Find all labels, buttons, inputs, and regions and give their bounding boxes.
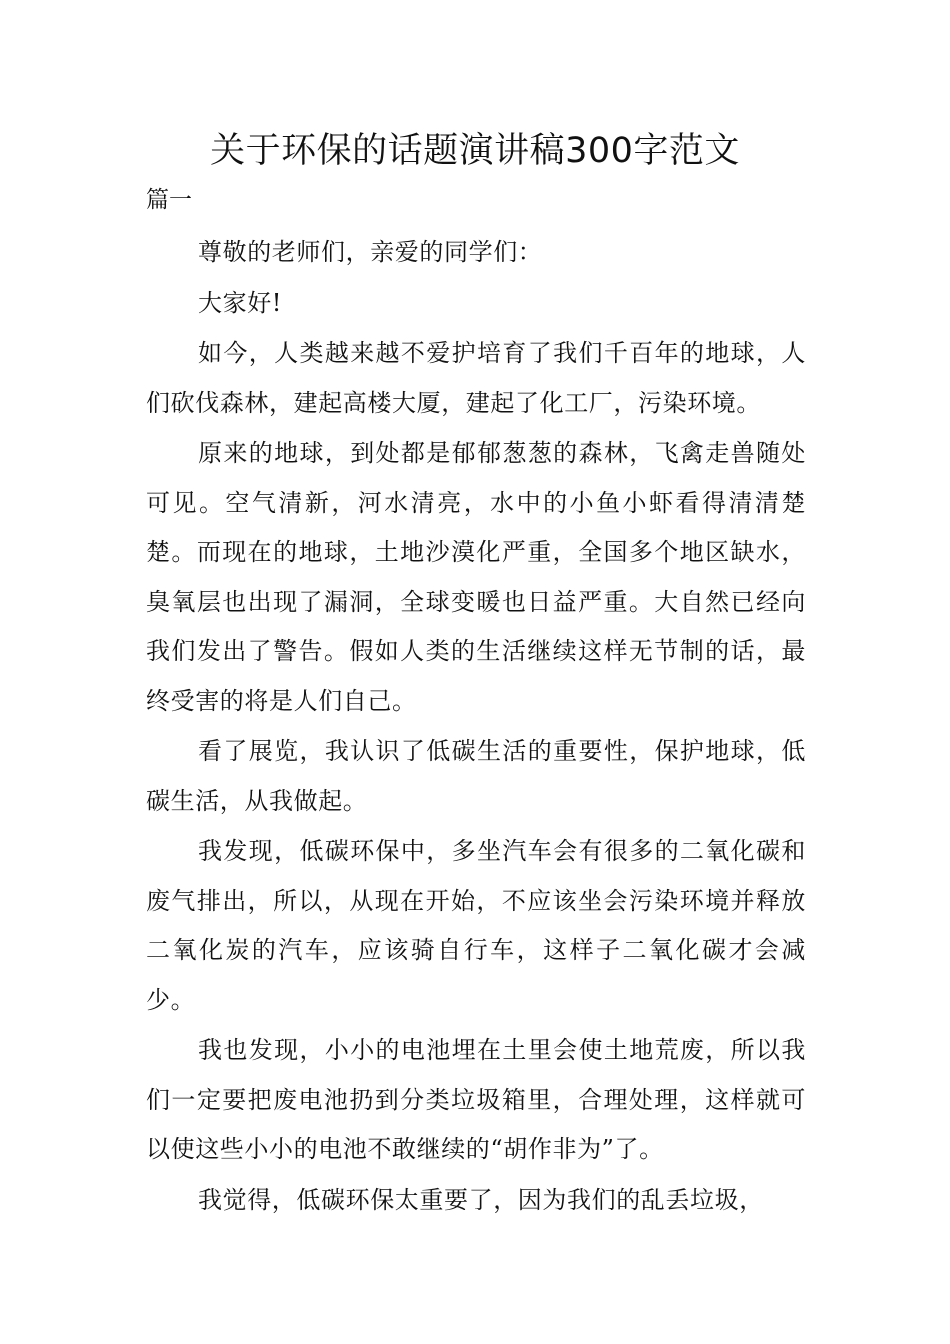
paragraph: 如今，人类越来越不爱护培育了我们千百年的地球，人们砍伐森林，建起高楼大厦，建起了化工厂，污染环境。 — [146, 339, 806, 417]
paragraph: 我发现，低碳环保中，多坐汽车会有很多的二氧化碳和废气排出，所以，从现在开始，不应该坐会污染环境并释放二氧化炭的汽车，应该骑自行车，这样子二氧化碳才会减少。 — [146, 837, 806, 1014]
document-title: 关于环保的话题演讲稿300字范文 — [210, 131, 740, 171]
paragraph: 看了展览，我认识了低碳生活的重要性，保护地球，低碳生活，从我做起。 — [146, 737, 806, 815]
paragraph-salutation: 尊敬的老师们，亲爱的同学们： — [198, 238, 543, 266]
paragraph: 原来的地球，到处都是郁郁葱葱的森林，飞禽走兽随处可见。空气清新，河水清亮，水中的小鱼小虾看得清清楚楚。而现在的地球，土地沙漠化严重，全国多个地区缺水，臭氧层也出现了漏洞，全球变暖也日益严重。大自然已经向我们发出了警告。假如人类的生活继续这样无节制的话，最终受害的将是人们自己。 — [146, 439, 806, 715]
document-body — [146, 228, 806, 1226]
paragraph: 我也发现，小小的电池埋在土里会使土地荒废，所以我们一定要把废电池扔到分类垃圾箱里，合理处理，这样就可以使这些小小的电池不敢继续的“胡作非为”了。 — [146, 1036, 806, 1163]
section-label: 篇一 — [146, 187, 192, 213]
paragraph: 我觉得，低碳环保太重要了，因为我们的乱丢垃圾， — [198, 1185, 764, 1214]
paragraph-greeting: 大家好! — [198, 288, 283, 317]
